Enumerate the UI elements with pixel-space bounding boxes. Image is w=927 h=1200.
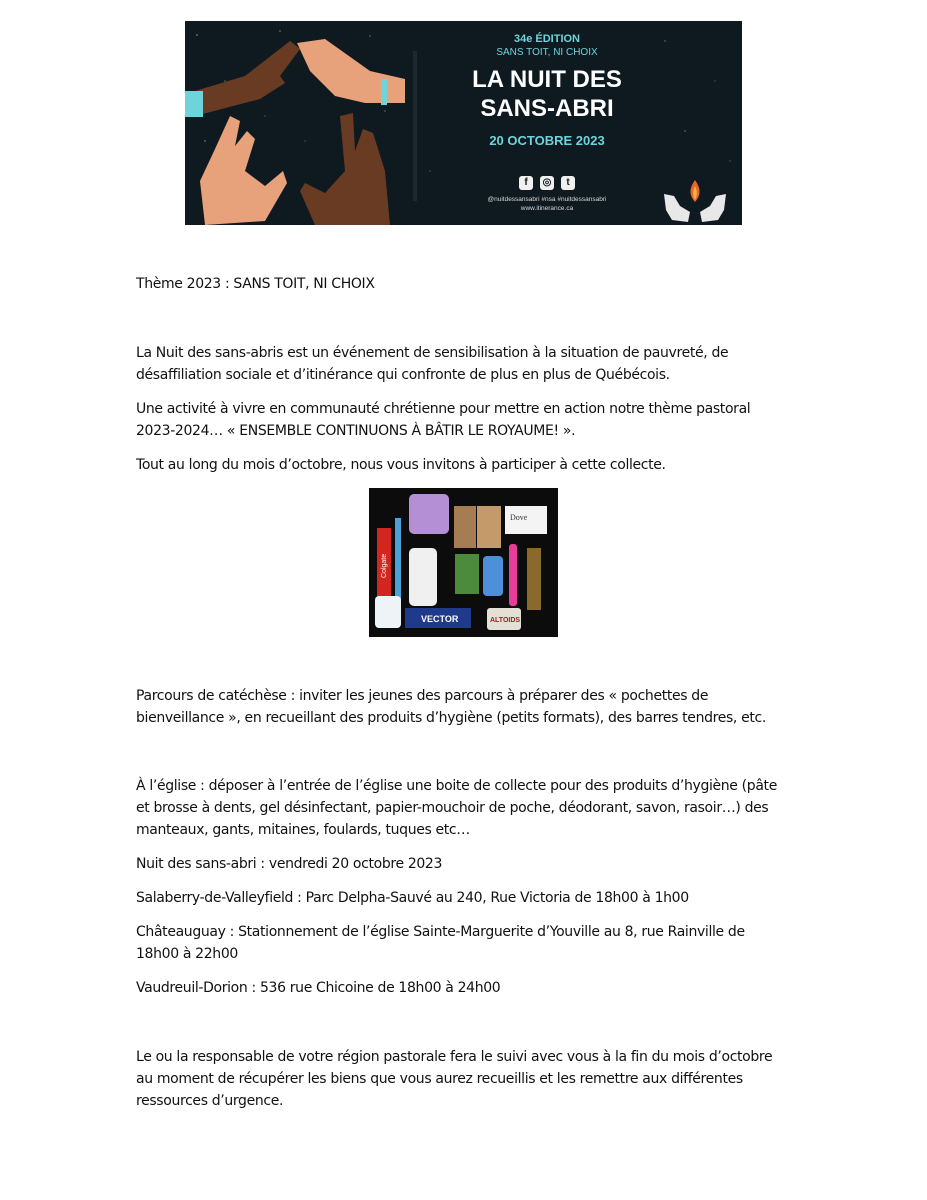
facebook-icon: f [519,176,533,190]
banner-title-line2: SANS-ABRI [480,95,614,122]
invite-paragraph: Tout au long du mois d’octobre, nous vous invitons à participer à cette collecte. [136,457,666,473]
edition-label: 34e ÉDITION [513,33,581,45]
banner-theme: SANS TOIT, NI CHOIX [496,47,598,58]
hands-flame-logo-icon [660,176,730,224]
vaudreuil-paragraph: Vaudreuil-Dorion : 536 rue Chicoine de 18h00 à 24h00 [136,980,501,996]
catechesis-paragraph: Parcours de catéchèse : inviter les jeunes des parcours à préparer des « pochettes de bienveillance », en recueillant des produits d’hygiène (petits formats), des barres tendres, etc. [136,688,766,726]
night-paragraph: Nuit des sans-abri : vendredi 20 octobre 2023 [136,856,443,872]
banner-title-line1: LA NUIT DES [472,66,622,93]
banner-date: 20 OCTOBRE 2023 [489,133,605,148]
church-paragraph: À l’église : déposer à l’entrée de l’église une boite de collecte pour des produits d’hygiène (pâte et brosse à dents, gel désinfectant, papier-mouchoir de poche, déodorant, savon, rasoir…) des manteaux, gants, mitaines, foulards, tuques etc… [136,778,777,838]
theme-paragraph: Thème 2023 : SANS TOIT, NI CHOIX [136,276,375,292]
hygiene-products-illustration [369,488,558,637]
chateauguay-paragraph: Châteauguay : Stationnement de l’église Sainte-Marguerite d’Youville au 8, rue Rainville de 18h00 à 22h00 [136,924,745,962]
event-banner [185,21,742,234]
bar-label: VECTOR [421,614,459,624]
social-icons [437,176,657,190]
logo-caption: LANUITdesSANSABRI [657,227,733,234]
hygiene-products-photo [369,488,558,637]
banner-title [437,65,657,123]
soap-label: Dove [510,513,528,522]
closing-paragraph: Le ou la responsable de votre région pastorale fera le suivi avec vous à la fin du mois d’octobre au moment de récupérer les biens que vous aurez recueillis et les remettre aux différentes ressources d’urgence. [136,1049,773,1109]
activity-paragraph: Une activité à vivre en communauté chrétienne pour mettre en action notre thème pastoral 2023-2024… « ENSEMBLE CONTINUONS À BÂTIR LE ROYAUME! ». [136,401,751,439]
salaberry-paragraph: Salaberry-de-Valleyfield : Parc Delpha-Sauvé au 240, Rue Victoria de 18h00 à 1h00 [136,890,689,906]
hand-top-left-shape [195,41,300,116]
hand-bottom-left-shape [200,116,287,225]
instagram-icon: ◎ [540,176,554,190]
intro-paragraph: La Nuit des sans-abris est un événement de sensibilisation à la situation de pauvreté, de désaffiliation sociale et d’itinérance qui confronte de plus en plus de Québécois. [136,345,729,383]
social-handles: @nuitdessansabri #nsa #nuitdessansabri [487,196,607,203]
banner-website: www.itinerance.ca [520,205,574,212]
mints-label: ALTOIDS [490,617,521,624]
twitter-icon: t [561,176,575,190]
toothpaste-label: Colgate [381,553,388,578]
hand-top-right-shape [297,39,405,103]
hand-bottom-right-shape [300,113,390,225]
